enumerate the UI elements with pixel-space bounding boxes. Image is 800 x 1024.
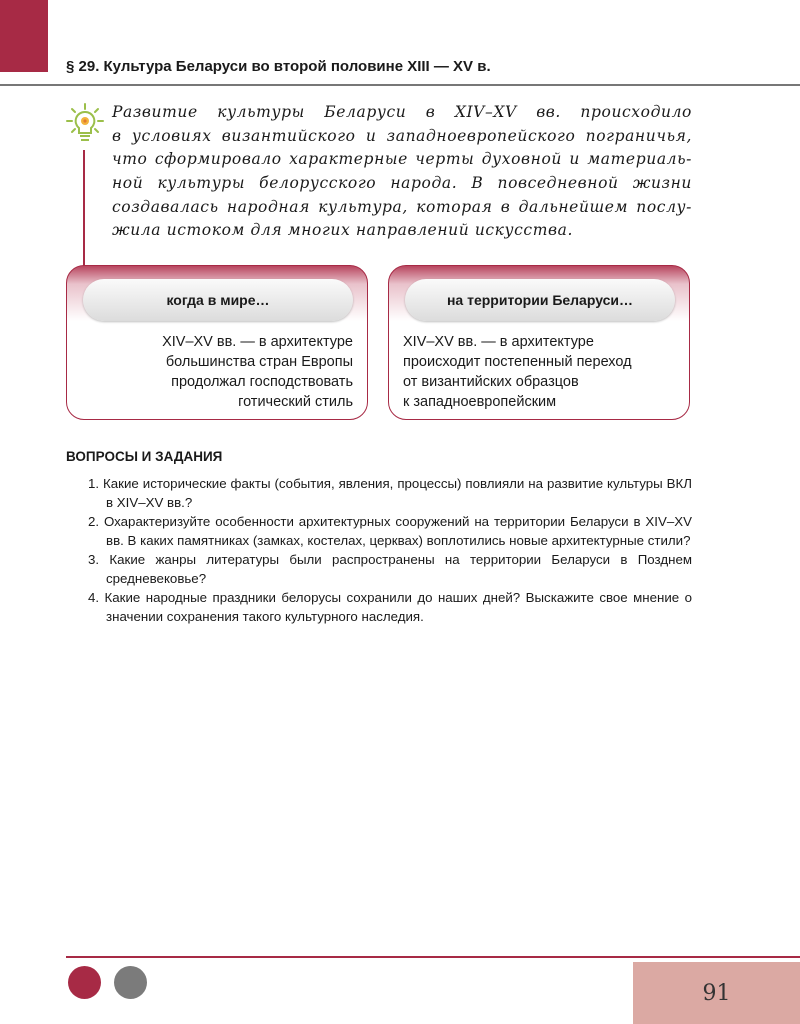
red-circle-marker [68, 966, 101, 999]
header-divider [0, 84, 800, 86]
comparison-line: продолжал господствовать [171, 374, 353, 390]
comparison-line: от византийских образцов [403, 374, 579, 390]
comparison-heading: на территории Беларуси… [405, 279, 675, 321]
comparison-line: большинства стран Европы [165, 354, 353, 370]
comparison-line: XIV–XV вв. — в архитектуре [162, 334, 353, 350]
comparison-heading: когда в мире… [83, 279, 353, 321]
question-item: 2. Охарактеризуйте особенности архитектурных сооружений на территории Беларуси в XIV–XV вв. В каких памятниках (замках, костелах, церквах) воплотились новые архитектурные стили? [88, 514, 692, 548]
page-title: § 29. Культура Беларуси во второй половине XIII — XV в. [66, 58, 491, 75]
intro-connector-line [83, 150, 85, 268]
comparison-text [403, 332, 632, 412]
questions-list [88, 474, 692, 626]
question-item: 3. Какие жанры литературы были распространены на территории Беларуси в Позднем средневековье? [88, 552, 692, 586]
question-item: 1. Какие исторические факты (события, явления, процессы) повлияли на развитие культуры ВКЛ в XIV–XV вв.? [88, 476, 692, 510]
corner-accent-block [0, 0, 48, 72]
comparison-line: XIV–XV вв. — в архитектуре [403, 334, 594, 350]
comparison-line: к западноевропейским [403, 394, 557, 410]
footer-divider [66, 956, 800, 958]
comparison-line: готический стиль [238, 394, 353, 410]
comparison-text [162, 332, 353, 412]
lightbulb-icon [66, 103, 104, 149]
intro-line: Развитие культуры Беларуси в XIV–XV вв. происходило [112, 103, 692, 121]
comparison-line: происходит постепенный переход [403, 354, 632, 370]
intro-line: создавалась народная культура, которая в дальнейшем послу- [112, 197, 692, 216]
gray-circle-marker [114, 966, 147, 999]
question-item: 4. Какие народные праздники белорусы сохранили до наших дней? Выскажите свое мнение о значении сохранения такого культурного наследия. [88, 590, 692, 624]
intro-line: в условиях византийского и западноевропейского пограничья, [112, 126, 692, 145]
intro-line: что сформировало характерные черты духовной и материаль- [112, 150, 692, 169]
intro-line: жила истоком для многих направлений искусства. [112, 221, 573, 240]
comparison-box-belarus [388, 265, 690, 420]
comparison-box-world [66, 265, 368, 420]
questions-heading: ВОПРОСЫ И ЗАДАНИЯ [66, 449, 223, 464]
intro-line: ной культуры белорусского народа. В повседневной жизни [112, 174, 692, 193]
intro-paragraph [112, 103, 692, 245]
page-number: 91 [633, 962, 800, 1024]
